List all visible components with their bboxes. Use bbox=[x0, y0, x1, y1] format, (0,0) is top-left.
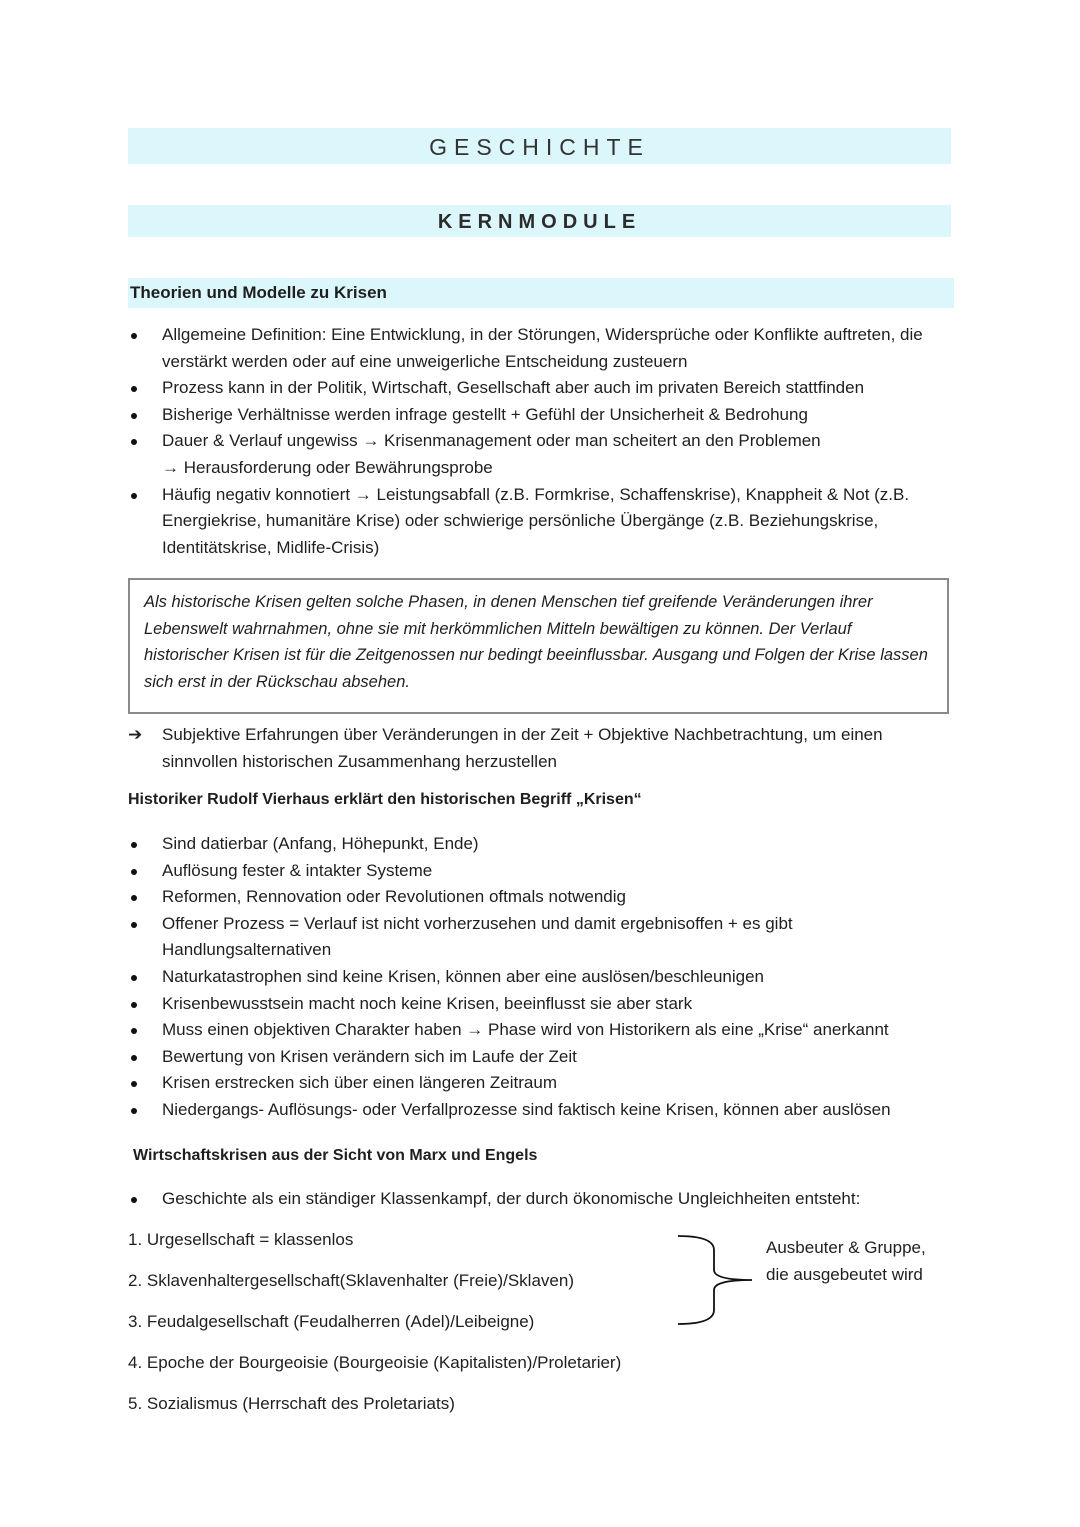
epoch-item: 1. Urgesellschaft = klassenlos bbox=[128, 1230, 354, 1249]
list-item: Offener Prozess = Verlauf ist nicht vorherzusehen und damit ergebnisoffen + es gibt Handlungsalternativen bbox=[128, 911, 958, 964]
list-item: Geschichte als ein ständiger Klassenkampf, der durch ökonomische Ungleichheiten entsteht: bbox=[128, 1186, 958, 1213]
section-heading-theorien: Theorien und Modelle zu Krisen bbox=[128, 278, 954, 308]
list-item: Sind datierbar (Anfang, Höhepunkt, Ende) bbox=[128, 831, 958, 858]
list-item: Bewertung von Krisen verändern sich im Laufe der Zeit bbox=[128, 1044, 958, 1071]
list-item: Prozess kann in der Politik, Wirtschaft, Gesellschaft aber auch im privaten Bereich stattfinden bbox=[128, 375, 958, 402]
curly-brace-icon bbox=[676, 1234, 756, 1326]
section-heading-vierhaus: Historiker Rudolf Vierhaus erklärt den historischen Begriff „Krisen“ bbox=[128, 791, 642, 808]
epoch-item: 2. Sklavenhaltergesellschaft(Sklavenhalter (Freie)/Sklaven) bbox=[128, 1271, 574, 1290]
list-item: Häufig negativ konnotiert → Leistungsabfall (z.B. Formkrise, Schaffenskrise), Knappheit & Not (z.B. Energiekrise, humanitäre Krise) oder schwierige persönliche Übergänge (z.B. Beziehungskrise, Identitätskrise, Midlife-Crisis) bbox=[128, 482, 958, 562]
list-item: Dauer & Verlauf ungewiss → Krisenmanagement oder man scheitert an den Problemen → Herausforderung oder Bewährungsprobe bbox=[128, 428, 958, 481]
list-item: Krisenbewusstsein macht noch keine Krisen, beeinflusst sie aber stark bbox=[128, 991, 958, 1018]
section-heading-marx-engels: Wirtschaftskrisen aus der Sicht von Marx und Engels bbox=[133, 1147, 538, 1164]
list-item: Auflösung fester & intakter Systeme bbox=[128, 858, 958, 885]
page-title: GESCHICHTE bbox=[128, 128, 951, 164]
definition-quote-box: Als historische Krisen gelten solche Phasen, in denen Menschen tief greifende Veränderungen ihrer Lebenswelt wahrnahmen, ohne sie mit herkömmlichen Mitteln bewältigen zu können. Der Verlauf historischer Krisen ist für die Zeitgenossen nur bedingt beeinflussbar. Ausgang und Folgen der Krise lassen sich erst in der Rückschau absehen. bbox=[128, 578, 949, 714]
marx-list bbox=[128, 1186, 958, 1213]
list-item: Allgemeine Definition: Eine Entwicklung, in der Störungen, Widersprüche oder Konflikte auftreten, die verstärkt werden oder auf eine unweigerliche Entscheidung zusteuern bbox=[128, 322, 958, 375]
page-subtitle: KERNMODULE bbox=[128, 205, 951, 237]
brace-annotation: Ausbeuter & Gruppe, die ausgebeutet wird bbox=[766, 1238, 926, 1284]
list-item: Bisherige Verhältnisse werden infrage gestellt + Gefühl der Unsicherheit & Bedrohung bbox=[128, 402, 958, 429]
conclusion-text: Subjektive Erfahrungen über Veränderungen in der Zeit + Objektive Nachbetrachtung, um einen sinnvollen historischen Zusammenhang herzustellen bbox=[162, 725, 883, 771]
epoch-item: 4. Epoche der Bourgeoisie (Bourgeoisie (Kapitalisten)/Proletarier) bbox=[128, 1353, 622, 1372]
conclusion-paragraph bbox=[128, 722, 958, 775]
list-item: Reformen, Rennovation oder Revolutionen oftmals notwendig bbox=[128, 884, 958, 911]
list-item: Naturkatastrophen sind keine Krisen, können aber eine auslösen/beschleunigen bbox=[128, 964, 958, 991]
list-item: Krisen erstrecken sich über einen längeren Zeitraum bbox=[128, 1070, 958, 1097]
epoch-item: 5. Sozialismus (Herrschaft des Proletariats) bbox=[128, 1394, 455, 1413]
vierhaus-list bbox=[128, 831, 958, 1124]
arrow-right-icon: ➔ bbox=[128, 725, 143, 744]
definition-list bbox=[128, 322, 958, 561]
epoch-item: 3. Feudalgesellschaft (Feudalherren (Adel)/Leibeigne) bbox=[128, 1312, 535, 1331]
list-item: Niedergangs- Auflösungs- oder Verfallprozesse sind faktisch keine Krisen, können aber auslösen bbox=[128, 1097, 958, 1124]
list-item: Muss einen objektiven Charakter haben → Phase wird von Historikern als eine „Krise“ anerkannt bbox=[128, 1017, 958, 1044]
